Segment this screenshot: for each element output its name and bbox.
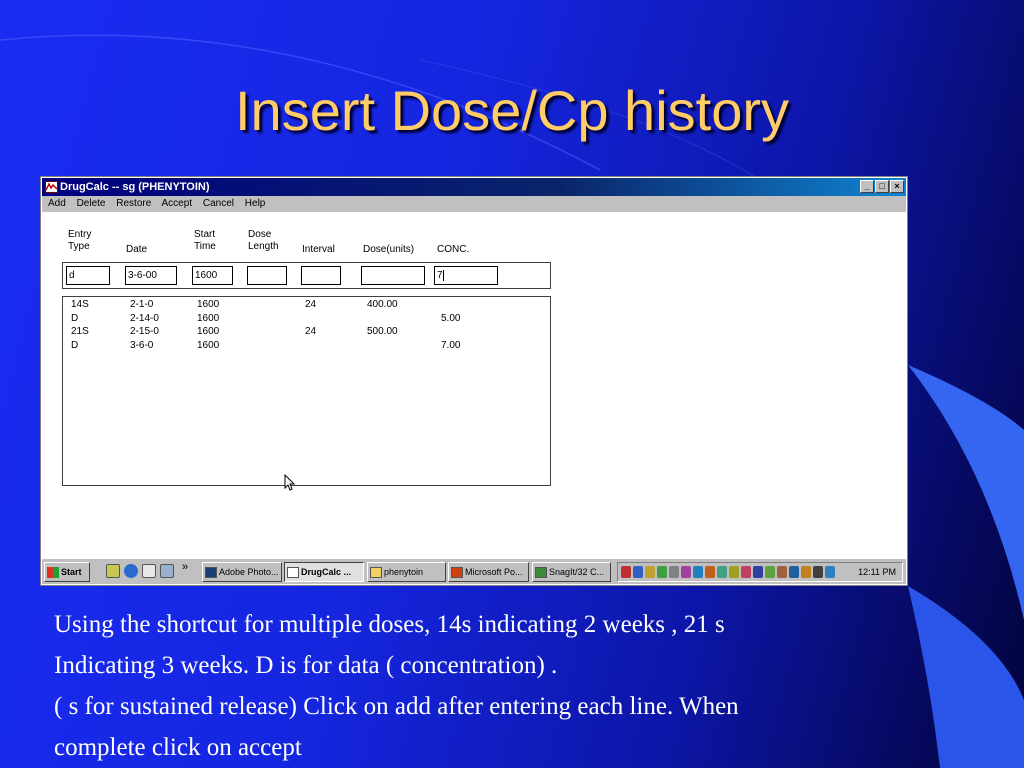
caption-line: ( s for sustained release) Click on add after entering each line. When	[54, 693, 739, 720]
history-cell-time: 1600	[197, 312, 220, 324]
taskbar-button-label: phenytoin	[384, 567, 424, 577]
tray-icon[interactable]	[801, 566, 811, 578]
drugcalc-icon	[287, 567, 299, 578]
taskbar	[42, 558, 906, 584]
taskbar-button[interactable]	[367, 562, 446, 582]
system-tray	[617, 562, 903, 582]
history-row[interactable]	[63, 339, 550, 352]
mouse-pointer-icon	[284, 474, 296, 492]
header-date: Date	[126, 244, 148, 255]
tray-icon[interactable]	[729, 566, 739, 578]
start-time-input[interactable]: 1600	[192, 266, 233, 285]
tray-icon[interactable]	[669, 566, 679, 578]
tray-icon[interactable]	[777, 566, 787, 578]
tray-icon[interactable]	[753, 566, 763, 578]
menu-bar	[42, 196, 906, 212]
window-titlebar[interactable]	[42, 178, 906, 196]
desktop-icon[interactable]	[106, 564, 120, 578]
start-button[interactable]: Start	[44, 562, 90, 582]
header-interval: Interval	[302, 244, 335, 255]
tray-icon[interactable]	[825, 566, 835, 578]
photoshop-icon	[205, 567, 217, 578]
tray-icon[interactable]	[705, 566, 715, 578]
snagit-icon	[535, 567, 547, 578]
menu-restore[interactable]: Restore	[116, 198, 152, 209]
history-row[interactable]	[63, 312, 550, 325]
clock[interactable]: 12:11 PM	[858, 567, 896, 577]
taskbar-button[interactable]	[532, 562, 611, 582]
tray-icon[interactable]	[717, 566, 727, 578]
taskbar-button-label: DrugCalc ...	[301, 567, 352, 577]
tray-icon[interactable]	[681, 566, 691, 578]
header-dose-length: Dose Length	[248, 229, 279, 252]
dose-units-input[interactable]	[361, 266, 425, 285]
interval-input[interactable]	[301, 266, 341, 285]
history-cell-time: 1600	[197, 299, 220, 310]
menu-help[interactable]: Help	[244, 198, 266, 209]
history-cell-date: 2-15-0	[130, 326, 159, 337]
window-title: DrugCalc -- sg (PHENYTOIN)	[60, 181, 210, 193]
tray-icon[interactable]	[741, 566, 751, 578]
history-cell-date: 3-6-0	[130, 339, 154, 351]
channels-icon[interactable]	[160, 564, 174, 578]
taskbar-button[interactable]	[284, 562, 364, 582]
menu-add[interactable]: Add	[48, 198, 66, 209]
tray-icon[interactable]	[645, 566, 655, 578]
quick-launch	[106, 564, 174, 578]
taskbar-button-label: Microsoft Po...	[465, 567, 523, 577]
menu-delete[interactable]: Delete	[76, 198, 106, 209]
windows-logo-icon	[47, 567, 59, 578]
conc-input-value: 7	[437, 270, 443, 281]
history-cell-interval: 24	[305, 326, 317, 337]
folder-icon	[370, 567, 382, 578]
powerpoint-icon	[451, 567, 463, 578]
taskbar-button[interactable]	[448, 562, 529, 582]
history-cell-dose: 500.00	[367, 326, 398, 337]
menu-accept[interactable]: Accept	[161, 198, 193, 209]
history-cell-type: D	[71, 312, 79, 324]
drugcalc-window	[40, 176, 908, 586]
text-caret	[443, 270, 444, 281]
history-cell-type: D	[71, 339, 79, 351]
minimize-icon[interactable]: _	[860, 180, 874, 193]
tray-icon[interactable]	[789, 566, 799, 578]
history-list[interactable]	[62, 296, 551, 486]
dose-length-input[interactable]	[247, 266, 287, 285]
history-cell-date: 2-1-0	[130, 299, 154, 310]
close-icon[interactable]: ×	[890, 180, 904, 193]
history-row[interactable]	[63, 325, 550, 338]
history-cell-dose: 400.00	[367, 299, 398, 310]
slide-caption	[54, 604, 1014, 768]
drugcalc-app-icon	[45, 181, 58, 193]
taskbar-button-label: SnagIt/32 C...	[549, 567, 605, 577]
caption-line: Using the shortcut for multiple doses, 14s indicating 2 weeks , 21 s	[54, 611, 725, 638]
history-cell-date: 2-14-0	[130, 312, 159, 324]
history-cell-type: 21S	[71, 326, 89, 337]
taskbar-button-label: Adobe Photo...	[219, 567, 279, 577]
tray-icon[interactable]	[657, 566, 667, 578]
conc-input[interactable]	[434, 266, 498, 285]
header-start-time: Start Time	[194, 229, 216, 252]
tray-icon[interactable]	[621, 566, 631, 578]
caption-line: complete click on accept	[54, 734, 302, 761]
history-row[interactable]	[63, 298, 550, 311]
date-input[interactable]: 3-6-00	[125, 266, 177, 285]
header-entry-type: Entry Type	[68, 229, 92, 252]
form-area	[42, 212, 906, 557]
tray-icon[interactable]	[813, 566, 823, 578]
taskbar-button[interactable]	[202, 562, 282, 582]
history-cell-type: 14S	[71, 299, 89, 310]
quick-launch-chevron[interactable]: »	[182, 561, 189, 573]
maximize-icon[interactable]: □	[875, 180, 889, 193]
history-cell-conc: 5.00	[441, 312, 461, 324]
history-cell-time: 1600	[197, 339, 220, 351]
internet-explorer-icon[interactable]	[124, 564, 138, 578]
entry-type-input[interactable]: d	[66, 266, 110, 285]
header-conc: CONC.	[437, 244, 470, 255]
menu-cancel[interactable]: Cancel	[202, 198, 235, 209]
caption-line: Indicating 3 weeks. D is for data ( concentration) .	[54, 652, 558, 679]
tray-icon[interactable]	[693, 566, 703, 578]
slide-title: Insert Dose/Cp history	[235, 79, 789, 142]
history-cell-interval: 24	[305, 299, 317, 310]
entry-row	[62, 262, 551, 289]
header-dose-units: Dose(units)	[363, 244, 415, 255]
outlook-icon[interactable]	[142, 564, 156, 578]
history-cell-time: 1600	[197, 326, 220, 337]
tray-icon[interactable]	[633, 566, 643, 578]
history-cell-conc: 7.00	[441, 339, 461, 351]
tray-icon[interactable]	[765, 566, 775, 578]
